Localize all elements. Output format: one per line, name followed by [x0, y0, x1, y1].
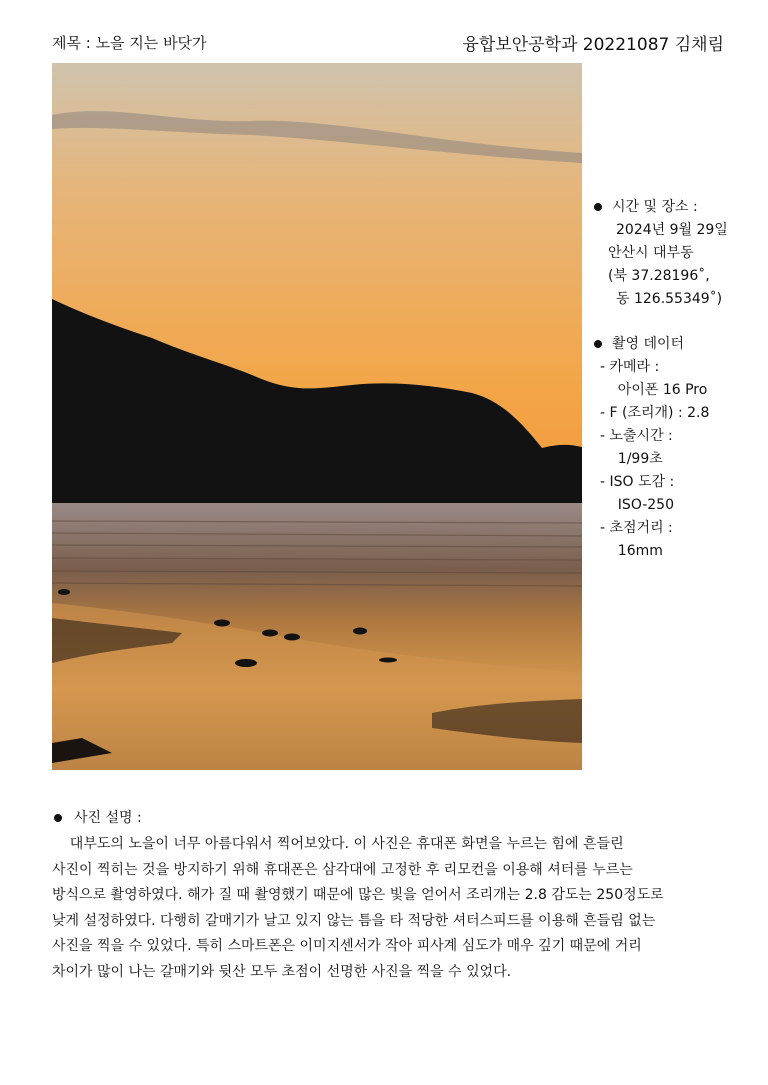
- shooting-data-line: 아이폰 16 Pro: [600, 382, 708, 398]
- shooting-data-heading: 촬영 데이터: [592, 333, 762, 356]
- shooting-data-line: - F (조리개) : 2.8: [600, 405, 710, 421]
- description-line: 사진을 찍을 수 있었다. 특히 스마트폰은 이미지센서가 작아 피사계 심도가 매우 깊기 때문에 거리: [52, 938, 642, 954]
- photo-description: [52, 808, 732, 985]
- sunset-photo: [52, 63, 582, 770]
- shooting-data-line: - 초점거리 :: [600, 520, 673, 536]
- description-line: 사진이 찍히는 것을 방지하기 위해 휴대폰은 삼각대에 고정한 후 리모컨을 이용해 셔터를 누르는: [52, 861, 633, 878]
- time-place-heading: 시간 및 장소 :: [592, 196, 762, 219]
- photo-info: [592, 196, 762, 563]
- shooting-data-line: 1/99초: [600, 451, 663, 467]
- description-line: 방식으로 촬영하였다. 해가 질 때 촬영했기 때문에 많은 빛을 얻어서 조리개는 2.8 감도는 250정도로: [52, 887, 664, 903]
- description-body: [52, 832, 732, 985]
- description-line: 차이가 많이 나는 갈매기와 뒷산 모두 초점이 선명한 사진을 찍을 수 있었다.: [52, 963, 512, 980]
- author-line: 융합보안공학과 20221087 김채림: [462, 35, 724, 55]
- shooting-data-line: - 카메라 :: [600, 359, 660, 375]
- bullet-icon: [594, 203, 602, 211]
- time-place-line: (북 37.28196˚,: [608, 268, 710, 284]
- description-line: 낮게 설정하였다. 다행히 갈매기가 날고 있지 않는 틈을 타 적당한 셔터스피드를 이용해 흔들림 없는: [52, 912, 656, 929]
- shooting-data-line: 16mm: [600, 543, 663, 559]
- shooting-data-line: ISO-250: [600, 497, 674, 513]
- time-place-line: 안산시 대부동: [608, 245, 694, 261]
- page-title: 제목 : 노을 지는 바닷가: [52, 34, 207, 52]
- time-place-line: 2024년 9월 29일: [616, 222, 728, 238]
- shooting-data-line: - ISO 도감 :: [600, 474, 675, 490]
- description-heading: 사진 설명 :: [52, 808, 732, 828]
- bullet-icon: [54, 814, 62, 822]
- description-line: 대부도의 노을이 너무 아름다워서 찍어보았다. 이 사진은 휴대폰 화면을 누르는 힘에 흔들린: [52, 836, 624, 852]
- time-place-line: 동 126.55349˚): [616, 291, 723, 307]
- shooting-data-line: - 노출시간 :: [600, 428, 673, 444]
- bullet-icon: [594, 340, 602, 348]
